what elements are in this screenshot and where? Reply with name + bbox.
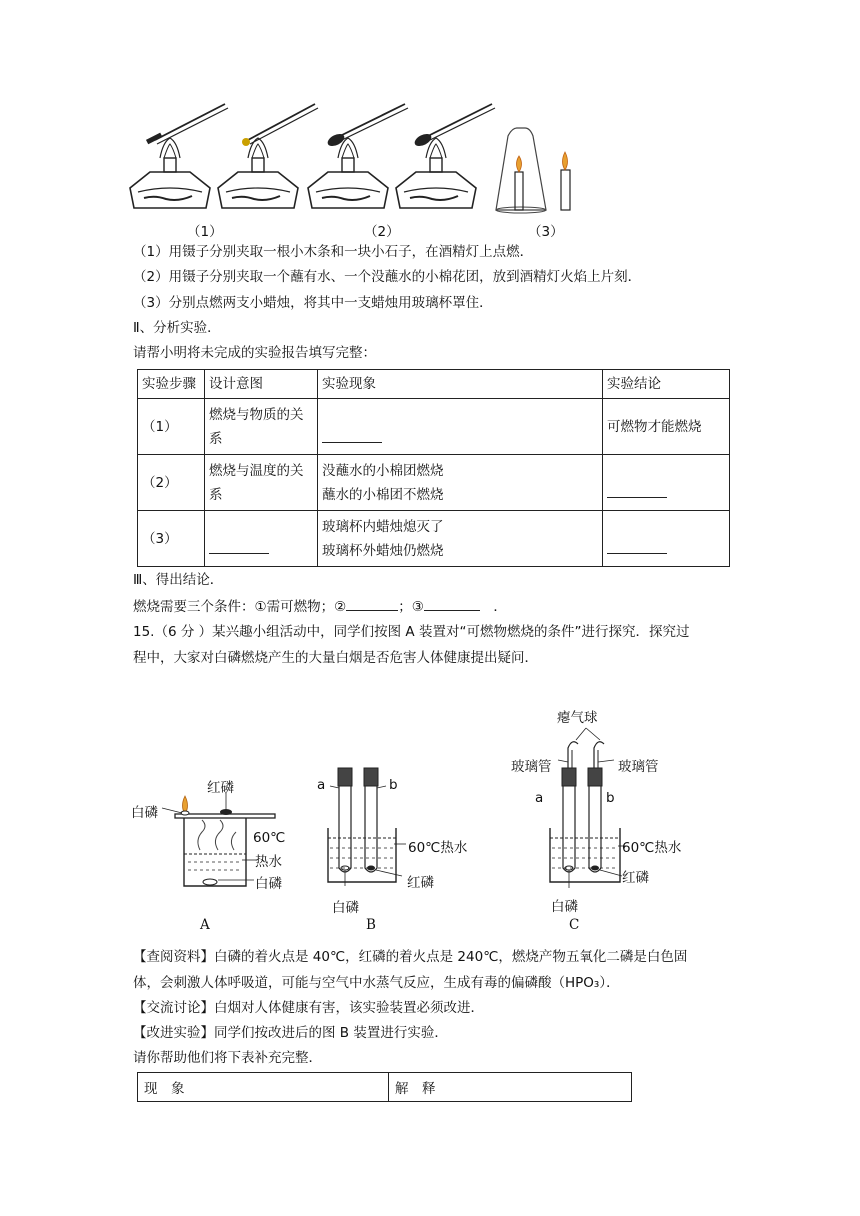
apparatus-b-diagram xyxy=(310,760,420,910)
figure-label-3: （3） xyxy=(528,224,564,240)
figA-bailing-bottom: 白磷 xyxy=(255,876,282,892)
conditions-line xyxy=(133,596,507,616)
row-3-phen-line2: 玻璃杯外蜡烛仍燃烧 xyxy=(322,542,444,559)
conditions-prefix: 燃烧需要三个条件：①需可燃物；② xyxy=(133,599,347,615)
figB-bailing: 白磷 xyxy=(332,900,359,916)
figC-b: b xyxy=(606,790,615,806)
figA-bailing-left: 白磷 xyxy=(131,805,158,821)
table-row xyxy=(138,399,730,455)
figA-reshui: 热水 xyxy=(255,854,282,870)
figure-label-2: （2） xyxy=(364,224,400,240)
figC-a: a xyxy=(535,790,544,806)
figB-b: b xyxy=(389,777,398,793)
q15-line-1: 15.（6 分 ）某兴趣小组活动中，同学们按图 A 装置对“可燃物燃烧的条件”进行探究．探究过 xyxy=(133,624,690,640)
section-3-title: Ⅲ、得出结论． xyxy=(133,572,224,588)
step-3-text: （3）分别点燃两支小蜡烛，将其中一支蜡烛用玻璃杯罩住． xyxy=(133,295,493,311)
header-intent: 设计意图 xyxy=(205,370,318,399)
figB-temp-water: 60℃热水 xyxy=(408,840,468,856)
alcohol-lamp-figures xyxy=(120,100,620,220)
report-table xyxy=(137,369,730,567)
apparatus-c-diagram xyxy=(530,720,630,910)
report-intro: 请帮小明将未完成的实验报告填写完整： xyxy=(133,345,376,361)
figC-tube-left: 玻璃管 xyxy=(511,759,552,775)
row-1-phenomenon-blank[interactable] xyxy=(318,399,603,455)
info-line-2: 体，会刺激人体呼吸道，可能与空气中水蒸气反应，生成有毒的偏磷酸（HPO₃）． xyxy=(133,975,620,991)
figA-caption: A xyxy=(200,917,210,933)
row-2-phenomenon xyxy=(318,455,603,511)
row-2-conclusion-blank[interactable] xyxy=(603,455,730,511)
condition-2-blank[interactable] xyxy=(346,596,398,611)
figC-balloon: 瘪气球 xyxy=(557,710,598,726)
row-3-phenomenon xyxy=(318,511,603,567)
figB-hongling: 红磷 xyxy=(407,875,434,891)
row-2-intent xyxy=(205,455,318,511)
obs-header-explanation: 解 释 xyxy=(389,1073,632,1102)
header-phenomenon: 实验现象 xyxy=(318,370,603,399)
info-line-3: 【交流讨论】白烟对人体健康有害，该实验装置必须改进． xyxy=(133,1000,484,1016)
figC-temp-water: 60℃热水 xyxy=(622,840,682,856)
row-3-intent-blank[interactable] xyxy=(205,511,318,567)
info-line-4: 【改进实验】同学们按改进后的图 B 装置进行实验． xyxy=(133,1025,448,1041)
row-2-phen-line1: 没蘸水的小棉团燃烧 xyxy=(322,462,444,479)
figB-caption: B xyxy=(366,917,376,933)
info-line-5: 请你帮助他们将下表补充完整． xyxy=(133,1050,322,1066)
row-2-intent-line1: 燃烧与温度的关 xyxy=(209,462,304,479)
header-step: 实验步骤 xyxy=(138,370,205,399)
row-3-step: （3） xyxy=(138,511,205,567)
figC-tube-right: 玻璃管 xyxy=(618,759,659,775)
q15-line-2: 程中，大家对白磷燃烧产生的大量白烟是否危害人体健康提出疑问． xyxy=(133,650,538,666)
header-conclusion: 实验结论 xyxy=(603,370,730,399)
row-2-step: （2） xyxy=(138,455,205,511)
figA-temp: 60℃ xyxy=(253,830,286,846)
info-line-1: 【查阅资料】白磷的着火点是 40℃，红磷的着火点是 240℃，燃烧产物五氧化二磷是白色固 xyxy=(133,949,688,965)
step-2-text: （2）用镊子分别夹取一个蘸有水、一个没蘸水的小棉花团，放到酒精灯火焰上片刻． xyxy=(133,269,642,285)
row-1-intent xyxy=(205,399,318,455)
table-row xyxy=(138,511,730,567)
figC-hongling: 红磷 xyxy=(622,870,649,886)
table-row xyxy=(138,455,730,511)
row-2-phen-line2: 蘸水的小棉团不燃烧 xyxy=(322,486,444,503)
obs-header-phenomenon: 现 象 xyxy=(138,1073,389,1102)
section-2-title: Ⅱ、分析实验． xyxy=(133,320,221,336)
figC-bailing: 白磷 xyxy=(551,899,578,915)
conditions-end: ． xyxy=(493,599,507,615)
row-2-intent-line2: 系 xyxy=(209,486,223,503)
figure-label-1: （1） xyxy=(187,224,223,240)
row-1-conclusion: 可燃物才能燃烧 xyxy=(603,399,730,455)
row-1-step: （1） xyxy=(138,399,205,455)
figC-caption: C xyxy=(569,917,580,933)
observation-table xyxy=(137,1072,632,1102)
step-1-text: （1）用镊子分别夹取一根小木条和一块小石子，在酒精灯上点燃． xyxy=(133,244,534,260)
figA-hongling: 红磷 xyxy=(207,780,234,796)
conditions-sep: ；③ xyxy=(398,599,424,615)
row-3-phen-line1: 玻璃杯内蜡烛熄灭了 xyxy=(322,518,444,535)
row-1-intent-line2: 系 xyxy=(209,430,223,447)
row-1-intent-line1: 燃烧与物质的关 xyxy=(209,406,304,423)
figB-a: a xyxy=(317,777,326,793)
row-3-conclusion-blank[interactable] xyxy=(603,511,730,567)
condition-3-blank[interactable] xyxy=(424,596,480,611)
